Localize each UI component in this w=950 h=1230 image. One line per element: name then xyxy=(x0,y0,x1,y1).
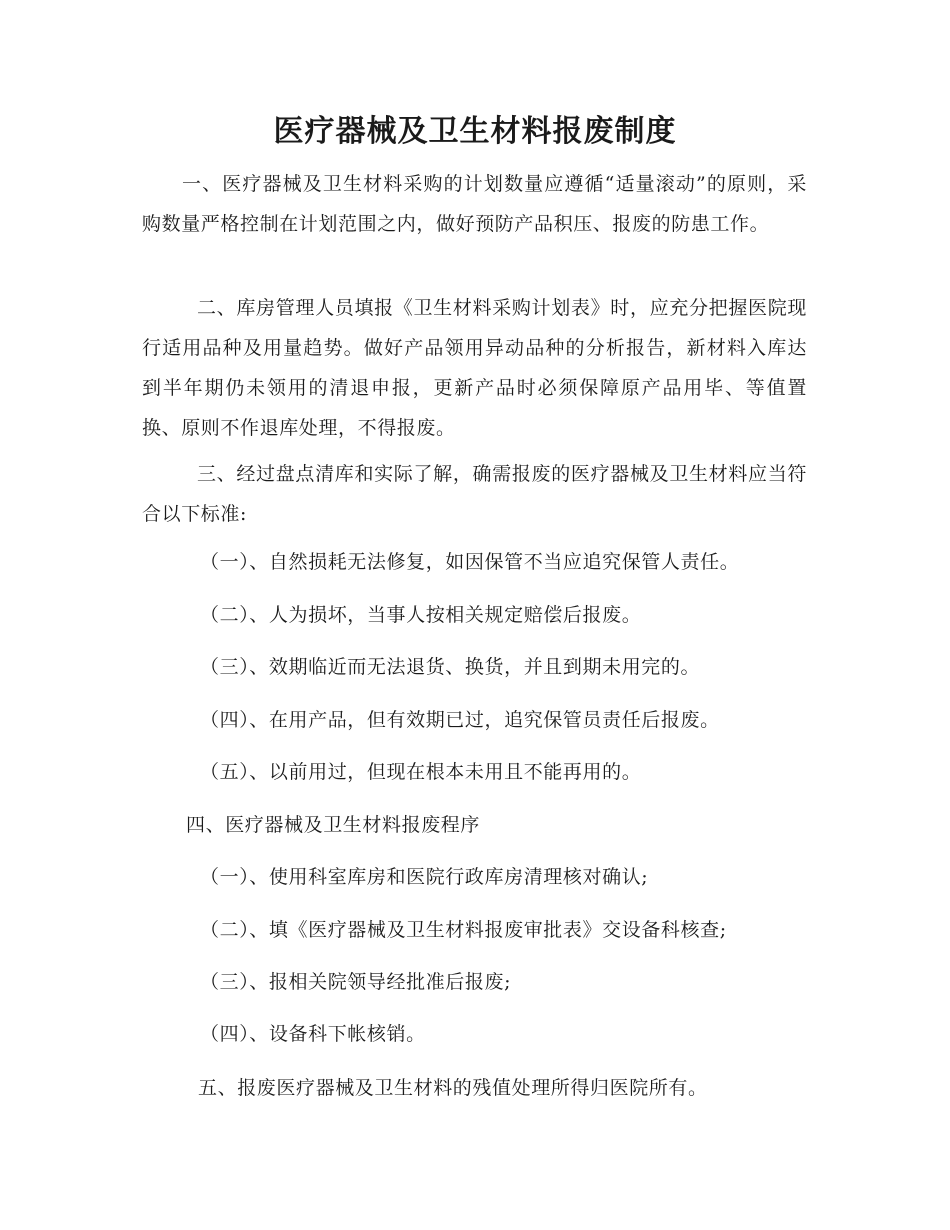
section-3-paragraph: 三、经过盘点清库和实际了解，确需报废的医疗器械及卫生材料应当符合以下标准: xyxy=(142,463,807,525)
standard-item-4: （四）、在用产品，但有效期已过，追究保管员责任后报废。 xyxy=(200,709,720,731)
standard-item-2: （二）、人为损坏，当事人按相关规定赔偿后报废。 xyxy=(200,604,642,626)
standard-item-5: （五）、以前用过，但现在根本未用且不能再用的。 xyxy=(200,761,642,783)
standard-item-3: （三）、效期临近而无法退货、换货，并且到期未用完的。 xyxy=(200,656,701,678)
standard-item-1: （一）、自然损耗无法修复，如因保管不当应追究保管人责任。 xyxy=(200,551,740,573)
procedure-item-3: （三）、报相关院领导经批准后报废; xyxy=(200,971,512,993)
section-5-paragraph: 五、报废医疗器械及卫生材料的残值处理所得归医院所有。 xyxy=(198,1077,708,1099)
section-4-heading: 四、医疗器械及卫生材料报废程序 xyxy=(186,814,481,836)
section-2-paragraph: 二、库房管理人员填报《卫生材料采购计划表》时，应充分把握医院现行适用品种及用量趋势。做好产品领用异动品种的分析报告，新材料入库达到半年期仍未领用的清退申报，更新产品时必须保障原产品用毕、等值置换、原则不作退库处理，不得报废。 xyxy=(142,297,807,439)
section-1-paragraph: 一、医疗器械及卫生材料采购的计划数量应遵循“适量滚动”的原则，采购数量严格控制在计划范围之内，做好预防产品积压、报废的防患工作。 xyxy=(142,173,807,235)
document-title: 医疗器械及卫生材料报废制度 xyxy=(273,114,677,149)
procedure-item-1: （一）、使用科室库房和医院行政库房清理核对确认; xyxy=(200,866,649,888)
procedure-item-4: （四）、设备科下帐核销。 xyxy=(200,1023,426,1045)
procedure-item-2: （二）、填《医疗器械及卫生材料报废审批表》交设备科核查; xyxy=(200,919,727,941)
